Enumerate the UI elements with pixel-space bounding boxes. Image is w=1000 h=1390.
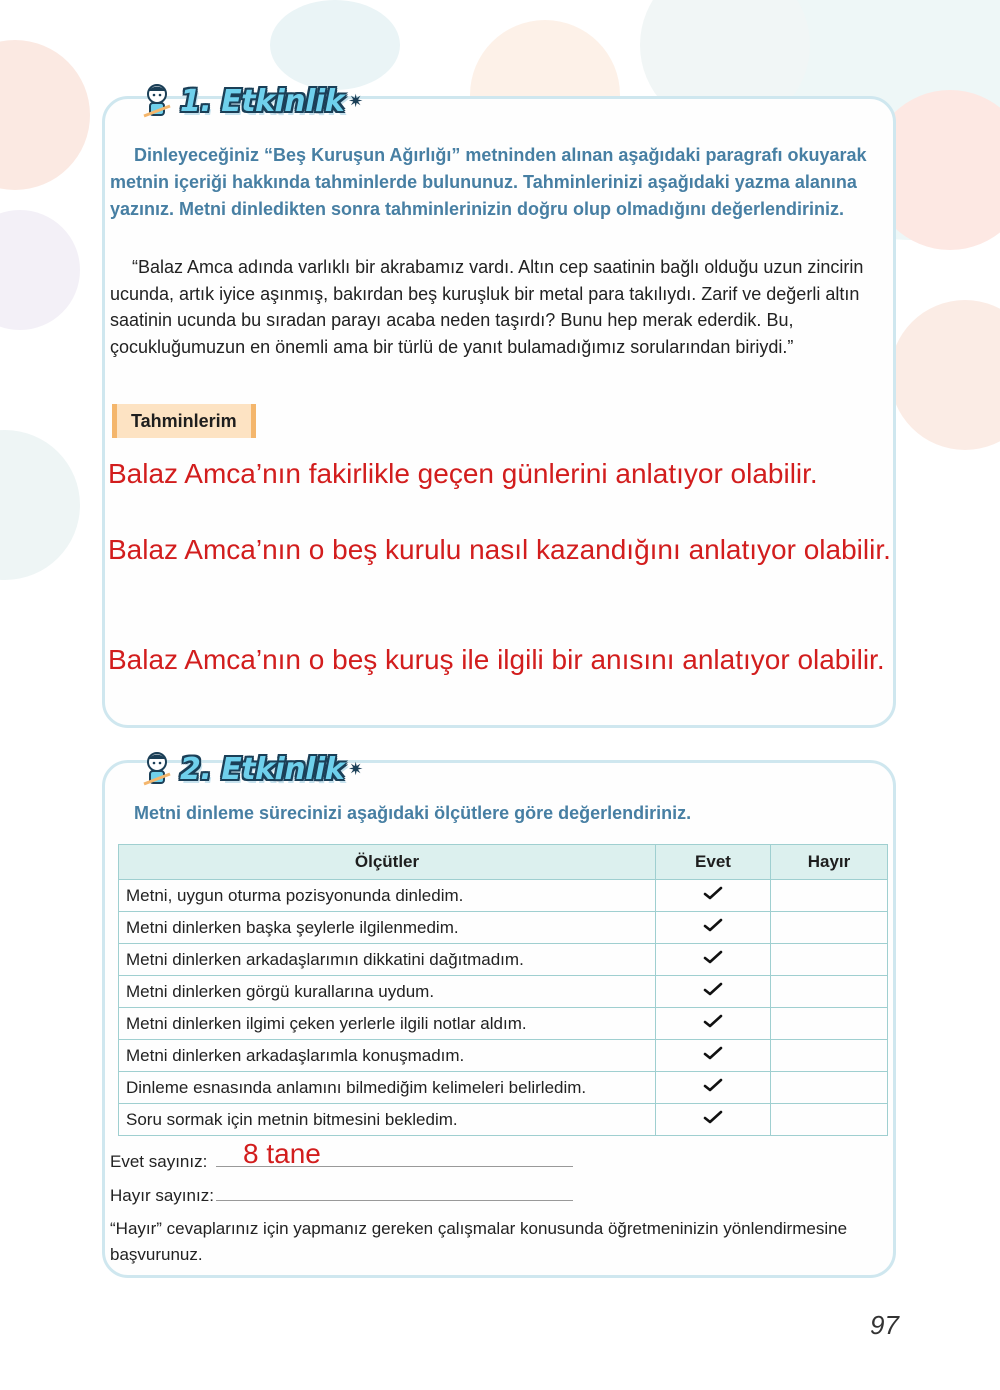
table-row [119, 1008, 888, 1040]
yes-cell [656, 1104, 771, 1136]
yes-cell [656, 1008, 771, 1040]
table-row [119, 912, 888, 944]
check-icon [703, 981, 723, 997]
teacher-note: “Hayır” cevaplarınız için yapmanız gereken çalışmalar konusunda öğretmeninizin yönlendirmesine başvurunuz. [110, 1219, 848, 1264]
no-cell [771, 880, 888, 912]
predictions-tag: Tahminlerim [112, 404, 256, 438]
yes-cell [656, 880, 771, 912]
yes-cell [656, 1040, 771, 1072]
check-icon [703, 1077, 723, 1093]
sparkle-icon: ✷ [348, 758, 364, 779]
table-row [119, 1104, 888, 1136]
yes-count-value: 8 tane [243, 1138, 321, 1169]
header-criteria: Ölçütler [119, 845, 656, 880]
no-count-label: Hayır sayınız: [110, 1186, 214, 1205]
prediction-answer: Balaz Amca’nın o beş kuruş ile ilgili bir anısını anlatıyor olabilir. [108, 644, 885, 675]
no-cell [771, 912, 888, 944]
yes-cell [656, 912, 771, 944]
no-cell [771, 1008, 888, 1040]
criterion-cell: Metni dinlerken görgü kurallarına uydum. [119, 976, 656, 1008]
activity-2-badge [140, 750, 363, 788]
header-no: Hayır [771, 845, 888, 880]
yes-cell [656, 944, 771, 976]
bg-bubble [890, 300, 1000, 450]
check-icon [703, 1109, 723, 1125]
criterion-cell: Metni, uygun oturma pozisyonunda dinledim. [119, 880, 656, 912]
prediction-answer: Balaz Amca’nın fakirlikle geçen günlerini anlatıyor olabilir. [108, 458, 818, 489]
table-row [119, 880, 888, 912]
criteria-table-body [119, 880, 888, 1136]
no-cell [771, 976, 888, 1008]
criterion-cell: Metni dinlerken arkadaşlarımla konuşmadım. [119, 1040, 656, 1072]
bg-bubble [270, 0, 400, 90]
activity-1-badge [140, 82, 363, 120]
criterion-cell: Soru sormak için metnin bitmesini bekledim. [119, 1104, 656, 1136]
no-cell [771, 1040, 888, 1072]
criteria-table [118, 844, 888, 1136]
mascot-icon [140, 750, 174, 788]
check-icon [703, 1013, 723, 1029]
yes-cell [656, 1072, 771, 1104]
bg-bubble [0, 430, 80, 580]
table-row [119, 944, 888, 976]
check-icon [703, 949, 723, 965]
activity-2-instruction: Metni dinleme sürecinizi aşağıdaki ölçütlere göre değerlendiriniz. [134, 803, 692, 823]
bg-bubble [0, 40, 90, 190]
table-row [119, 1040, 888, 1072]
criterion-cell: Metni dinlerken ilgimi çeken yerlerle ilgili notlar aldım. [119, 1008, 656, 1040]
check-icon [703, 885, 723, 901]
header-yes: Evet [656, 845, 771, 880]
table-header-row [119, 845, 888, 880]
sparkle-icon: ✷ [348, 90, 364, 111]
yes-cell [656, 976, 771, 1008]
story-quote: “Balaz Amca adında varlıklı bir akrabamız vardı. Altın cep saatinin bağlı olduğu uzun zincirin ucunda, artık iyice aşınmış, bakırdan beş kuruşluk bir metal para takılıydı. Zarif ve değerli altın saatinin ucunda bu sıradan parayı acaba neden taşırdı? Bunu hep merak ederdik. Bu, çocukluğumuzun en önemli ama bir türlü de yanıt bulamadığımız sorularından biriydi.” [110, 257, 864, 357]
yes-count-label: Evet sayınız: [110, 1152, 208, 1171]
no-cell [771, 1072, 888, 1104]
criterion-cell: Dinleme esnasında anlamını bilmediğim kelimeleri belirledim. [119, 1072, 656, 1104]
activity-1-title: 1. Etkinlik [180, 83, 345, 119]
table-row [119, 1072, 888, 1104]
no-cell [771, 944, 888, 976]
activity-2-title: 2. Etkinlik [180, 751, 345, 787]
criterion-cell: Metni dinlerken başka şeylerle ilgilenmedim. [119, 912, 656, 944]
criterion-cell: Metni dinlerken arkadaşlarımın dikkatini dağıtmadım. [119, 944, 656, 976]
table-row [119, 976, 888, 1008]
check-icon [703, 917, 723, 933]
bg-bubble [0, 210, 80, 330]
no-count-line [216, 1200, 573, 1201]
prediction-answer: Balaz Amca’nın o beş kurulu nasıl kazandığını anlatıyor olabilir. [108, 534, 891, 565]
check-icon [703, 1045, 723, 1061]
page-number: 97 [870, 1310, 899, 1340]
activity-1-instruction: Dinleyeceğiniz “Beş Kuruşun Ağırlığı” metninden alınan aşağıdaki paragrafı okuyarak metnin içeriği hakkında tahminlerde bulununuz. Tahminlerinizi aşağıdaki yazma alanına yazınız. Metni dinledikten sonra tahminlerinizin doğru olup olmadığını değerlendiriniz. [110, 145, 867, 219]
mascot-icon [140, 82, 174, 120]
no-cell [771, 1104, 888, 1136]
